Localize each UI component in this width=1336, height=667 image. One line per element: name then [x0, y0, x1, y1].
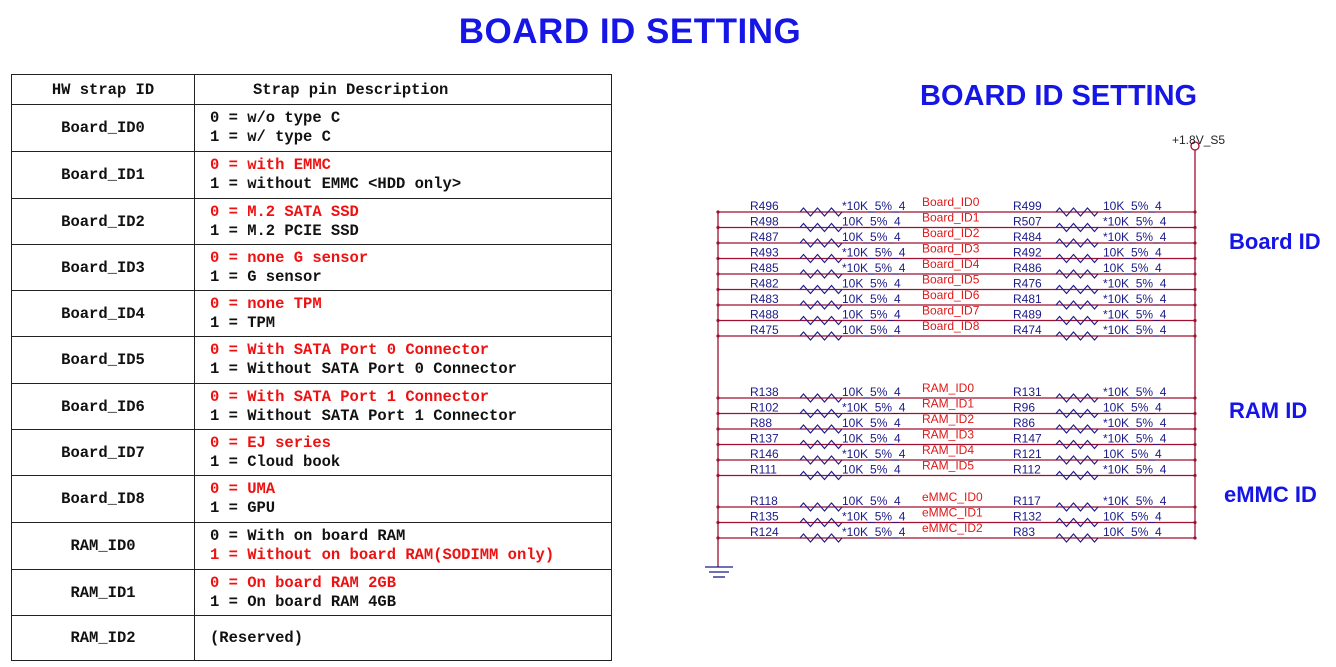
resistor-ref-right: R131	[1013, 385, 1042, 399]
description-line: 1 = M.2 PCIE SSD	[210, 221, 359, 240]
resistor-symbol	[800, 441, 842, 449]
ram-id-group-label: RAM ID	[1229, 398, 1308, 423]
resistor-ref-left: R498	[750, 214, 779, 229]
description-line: 1 = Without SATA Port 1 Connector	[210, 406, 517, 425]
resistor-symbol	[800, 224, 842, 232]
resistor-symbol	[800, 208, 842, 216]
resistor-ref-right: R484	[1013, 230, 1042, 244]
resistor-value-left: 10K_5%_4	[842, 276, 901, 291]
header-strap-description: Strap pin Description	[195, 75, 612, 105]
net-label: Board_ID8	[922, 319, 980, 333]
resistor-ref-left: R475	[750, 323, 779, 337]
net-label: Board_ID4	[922, 257, 980, 271]
resistor-value-right: *10K_5%_4	[1103, 494, 1167, 508]
description-line: 1 = TPM	[210, 313, 276, 332]
resistor-ref-right: R86	[1013, 416, 1036, 430]
resistor-ref-left: R88	[750, 416, 773, 430]
description-line: 0 = M.2 SATA SSD	[210, 202, 359, 221]
resistor-value-left: 10K_5%_4	[842, 462, 901, 477]
net-label: eMMC_ID0	[922, 490, 983, 504]
net-label: RAM_ID3	[922, 427, 975, 442]
resistor-value-left: *10K_5%_4	[842, 447, 906, 461]
strap-id-cell: Board_ID8	[12, 476, 195, 523]
resistor-symbol	[800, 472, 842, 480]
resistor-value-left: *10K_5%_4	[842, 245, 906, 260]
resistor-ref-left: R111	[750, 462, 777, 477]
description-line: 1 = without EMMC <HDD only>	[210, 175, 462, 193]
net-label: Board_ID1	[922, 210, 980, 225]
resistor-value-right: 10K_5%_4	[1103, 525, 1162, 539]
strap-id-cell: RAM_ID0	[12, 523, 195, 570]
description-line: 1 = w/ type C	[210, 128, 331, 146]
resistor-ref-right: R83	[1013, 525, 1036, 539]
description-line: 0 = none TPM	[210, 294, 322, 313]
resistor-symbol	[800, 503, 842, 511]
resistor-ref-right: R474	[1013, 323, 1042, 337]
resistor-symbol	[1056, 519, 1098, 527]
resistor-value-right: 10K_5%_4	[1103, 199, 1162, 213]
resistor-symbol	[800, 332, 842, 340]
power-label: +1.8V_S5	[1172, 133, 1226, 147]
resistor-symbol	[800, 255, 842, 263]
resistor-value-left: 10K_5%_4	[842, 431, 901, 446]
net-label: Board_ID6	[922, 288, 980, 302]
description-line: 1 = Cloud book	[210, 452, 341, 471]
resistor-ref-left: R488	[750, 307, 779, 322]
resistor-symbol	[800, 410, 842, 418]
net-label: RAM_ID2	[922, 412, 975, 426]
emmc-id-group-label: eMMC ID	[1224, 482, 1317, 507]
resistor-symbol	[800, 301, 842, 309]
net-label: eMMC_ID1	[922, 505, 983, 520]
resistor-value-right: *10K_5%_4	[1103, 230, 1167, 244]
resistor-value-right: 10K_5%_4	[1103, 400, 1162, 415]
resistor-ref-left: R496	[750, 199, 779, 213]
strap-id-cell: Board_ID1	[12, 152, 195, 199]
strap-id-cell: Board_ID6	[12, 384, 195, 430]
resistor-value-right: *10K_5%_4	[1103, 276, 1167, 291]
resistor-value-right: *10K_5%_4	[1103, 292, 1167, 306]
resistor-ref-right: R476	[1013, 276, 1042, 291]
resistor-value-left: 10K_5%_4	[842, 292, 901, 306]
resistor-value-left: 10K_5%_4	[842, 385, 901, 399]
resistor-ref-left: R483	[750, 292, 779, 306]
board-id-group-label: Board ID	[1229, 229, 1321, 254]
resistor-ref-right: R121	[1013, 447, 1042, 461]
resistor-value-right: 10K_5%_4	[1103, 261, 1162, 275]
net-label: RAM_ID5	[922, 458, 975, 473]
resistor-ref-right: R147	[1013, 431, 1042, 446]
strap-id-cell: Board_ID7	[12, 430, 195, 476]
description-line: 0 = With SATA Port 0 Connector	[210, 341, 490, 359]
resistor-ref-left: R487	[750, 230, 779, 244]
description-line: 0 = none G sensor	[210, 248, 369, 267]
resistor-value-right: 10K_5%_4	[1103, 245, 1162, 260]
resistor-ref-right: R486	[1013, 261, 1042, 275]
resistor-symbol	[800, 519, 842, 527]
resistor-value-left: *10K_5%_4	[842, 509, 906, 524]
resistor-symbol	[1056, 317, 1098, 325]
resistor-symbol	[1056, 534, 1098, 542]
resistor-ref-right: R507	[1013, 214, 1042, 229]
description-line: 1 = Without on board RAM(SODIMM only)	[210, 546, 555, 564]
resistor-symbol	[800, 286, 842, 294]
strap-id-cell: Board_ID3	[12, 245, 195, 291]
resistor-value-right: *10K_5%_4	[1103, 307, 1167, 322]
net-label: RAM_ID1	[922, 396, 975, 411]
page-title: BOARD ID SETTING	[458, 12, 802, 51]
resistor-symbol	[1056, 441, 1098, 449]
resistor-symbol	[800, 270, 842, 278]
resistor-symbol	[800, 239, 842, 247]
net-label: RAM_ID4	[922, 443, 975, 457]
resistor-symbol	[1056, 224, 1098, 232]
resistor-symbol	[1056, 208, 1098, 216]
resistor-value-left: *10K_5%_4	[842, 525, 906, 539]
resistor-value-left: 10K_5%_4	[842, 323, 901, 337]
description-line: 1 = On board RAM 4GB	[210, 592, 397, 611]
net-label: Board_ID7	[922, 303, 980, 318]
description-line: 0 = with EMMC	[210, 156, 331, 174]
resistor-ref-left: R485	[750, 261, 779, 275]
resistor-symbol	[800, 425, 842, 433]
resistor-value-right: *10K_5%_4	[1103, 431, 1167, 446]
resistor-ref-right: R481	[1013, 292, 1042, 306]
net-label: Board_ID5	[922, 272, 980, 287]
resistor-value-right: *10K_5%_4	[1103, 462, 1167, 477]
strap-id-cell: Board_ID4	[12, 291, 195, 337]
description-line: 0 = UMA	[210, 480, 276, 498]
resistor-symbol	[800, 456, 842, 464]
resistor-ref-left: R138	[750, 385, 779, 399]
resistor-value-right: *10K_5%_4	[1103, 416, 1167, 430]
resistor-value-right: 10K_5%_4	[1103, 509, 1162, 524]
header-hw-strap-id: HW strap ID	[12, 75, 195, 105]
resistor-symbol	[1056, 332, 1098, 340]
description-line: 0 = With on board RAM	[210, 527, 406, 545]
description-line: 0 = EJ series	[210, 433, 331, 452]
description-line: 1 = GPU	[210, 499, 276, 517]
resistor-value-left: 10K_5%_4	[842, 214, 901, 229]
resistor-ref-left: R124	[750, 525, 779, 539]
resistor-symbol	[800, 394, 842, 402]
resistor-ref-left: R102	[750, 400, 779, 415]
resistor-symbol	[1056, 239, 1098, 247]
strap-id-cell: Board_ID2	[12, 199, 195, 245]
strap-id-cell: RAM_ID2	[12, 616, 195, 661]
description-line: (Reserved)	[210, 628, 304, 647]
resistor-symbol	[1056, 394, 1098, 402]
resistor-symbol	[1056, 410, 1098, 418]
strap-id-cell: Board_ID5	[12, 337, 195, 384]
resistor-value-left: 10K_5%_4	[842, 307, 901, 322]
resistor-ref-right: R492	[1013, 245, 1042, 260]
resistor-symbol	[800, 317, 842, 325]
description-line: 0 = On board RAM 2GB	[210, 573, 397, 592]
strap-id-cell: RAM_ID1	[12, 570, 195, 616]
resistor-value-left: 10K_5%_4	[842, 416, 901, 430]
resistor-symbol	[1056, 270, 1098, 278]
description-line: 1 = G sensor	[210, 267, 322, 286]
net-label: Board_ID2	[922, 226, 980, 240]
resistor-ref-right: R117	[1013, 494, 1041, 508]
resistor-value-left: 10K_5%_4	[842, 230, 901, 244]
resistor-ref-right: R499	[1013, 199, 1042, 213]
resistor-ref-right: R132	[1013, 509, 1042, 524]
resistor-ref-left: R482	[750, 276, 779, 291]
resistor-ref-left: R493	[750, 245, 779, 260]
resistor-value-right: *10K_5%_4	[1103, 323, 1167, 337]
resistor-value-right: *10K_5%_4	[1103, 385, 1167, 399]
resistor-value-left: 10K_5%_4	[842, 494, 901, 508]
resistor-ref-right: R489	[1013, 307, 1042, 322]
resistor-symbol	[1056, 286, 1098, 294]
resistor-value-right: 10K_5%_4	[1103, 447, 1162, 461]
net-label: Board_ID3	[922, 241, 980, 256]
net-label: eMMC_ID2	[922, 521, 983, 535]
resistor-value-right: *10K_5%_4	[1103, 214, 1167, 229]
resistor-value-left: *10K_5%_4	[842, 400, 906, 415]
resistor-ref-left: R135	[750, 509, 779, 524]
resistor-ref-left: R118	[750, 494, 778, 508]
schematic-title: BOARD ID SETTING	[920, 80, 1198, 112]
resistor-ref-left: R146	[750, 447, 779, 461]
resistor-value-left: *10K_5%_4	[842, 199, 906, 213]
resistor-symbol	[1056, 301, 1098, 309]
description-line: 0 = w/o type C	[210, 109, 341, 127]
resistor-ref-right: R96	[1013, 400, 1036, 415]
description-line: 0 = With SATA Port 1 Connector	[210, 387, 490, 406]
net-label: RAM_ID0	[922, 381, 975, 395]
resistor-ref-left: R137	[750, 431, 779, 446]
resistor-ref-right: R112	[1013, 462, 1041, 477]
resistor-symbol	[1056, 472, 1098, 480]
resistor-symbol	[1056, 503, 1098, 511]
resistor-symbol	[1056, 456, 1098, 464]
resistor-symbol	[800, 534, 842, 542]
resistor-symbol	[1056, 425, 1098, 433]
strap-id-cell: Board_ID0	[12, 105, 195, 152]
resistor-value-left: *10K_5%_4	[842, 261, 906, 275]
net-label: Board_ID0	[922, 195, 980, 209]
description-line: 1 = Without SATA Port 0 Connector	[210, 360, 517, 378]
resistor-symbol	[1056, 255, 1098, 263]
